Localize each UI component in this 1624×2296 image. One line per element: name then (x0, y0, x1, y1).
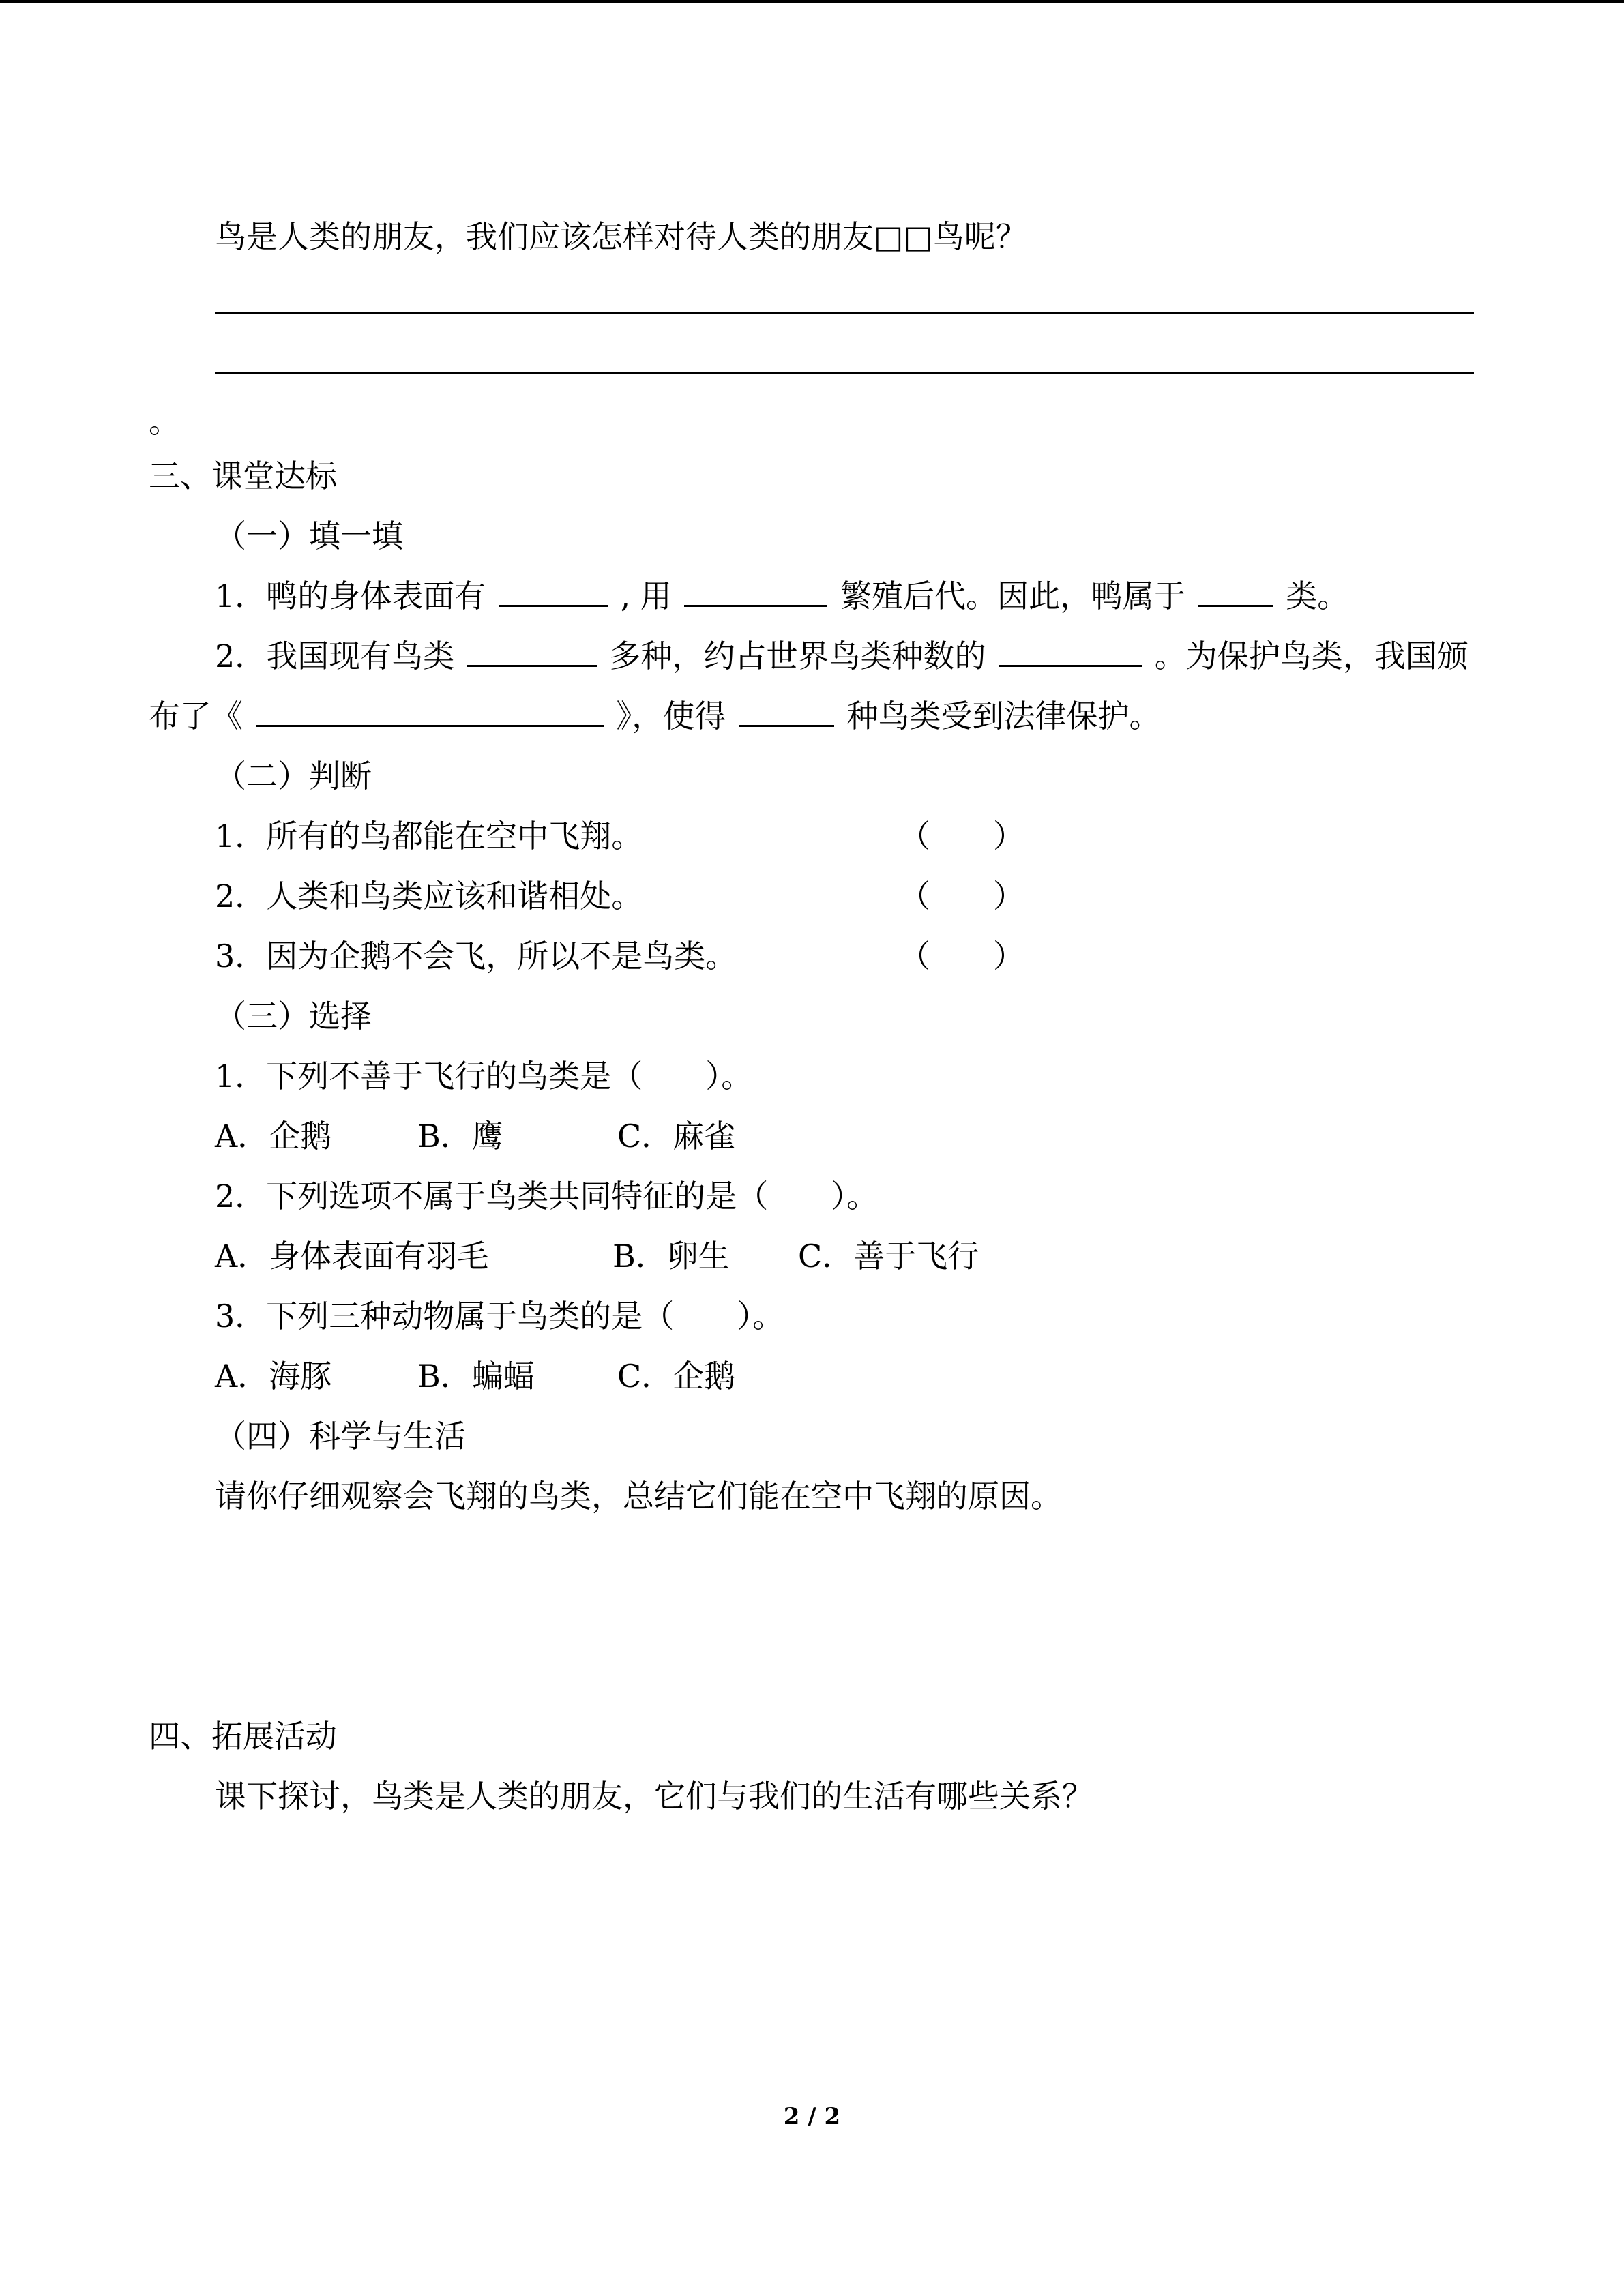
fill-q2-part-c: 。为保护鸟类，我国颁 (1154, 638, 1468, 674)
fill-q2-part-e: 》，使得 (616, 698, 726, 734)
choice-option: A．企鹅 (215, 1118, 332, 1154)
life-prompt: 请你仔细观察会飞翔的鸟类，总结它们能在空中飞翔的原因。 (215, 1478, 1062, 1515)
page-number: 2 / 2 (783, 2103, 841, 2130)
fill-q1-part-b: , 用 (620, 578, 672, 614)
fill-q2-part-a: 2．我国现有鸟类 (215, 638, 455, 674)
choice-option: C．善于飞行 (798, 1238, 979, 1274)
judge-item-text: 1．所有的鸟都能在空中飞翔。 (215, 818, 643, 854)
choice-option: B．卵生 (612, 1238, 730, 1274)
choice-option: B．蝙蝠 (417, 1358, 535, 1395)
fill-blank-7 (739, 696, 834, 727)
choice-question-3: 3．下列三种动物属于鸟类的是（ ）。 (215, 1298, 784, 1335)
fill-question-1 (215, 576, 1348, 616)
choice-option: A．海豚 (215, 1358, 332, 1395)
fill-blank-5 (999, 636, 1142, 667)
fill-blank-3 (1198, 576, 1273, 607)
answer-line-1 (215, 312, 1474, 314)
trailing-mark: 。 (149, 403, 180, 440)
fill-question-2-continued (149, 696, 1161, 736)
section3-heading: 三、课堂达标 (149, 458, 337, 494)
life-heading: （四）科学与生活 (215, 1418, 466, 1455)
intro-question: 鸟是人类的朋友，我们应该怎样对待人类的朋友□□鸟呢？ (215, 218, 1027, 255)
judge-answer-paren: （ ） (899, 938, 1024, 974)
section4-prompt: 课下探讨，鸟类是人类的朋友，它们与我们的生活有哪些关系？ (215, 1778, 1093, 1815)
judge-item-text: 3．因为企鹅不会飞，所以不是鸟类。 (215, 938, 737, 974)
choice-heading: （三）选择 (215, 998, 372, 1034)
choice-options-1 (215, 1116, 735, 1157)
fill-question-2 (215, 636, 1468, 676)
fill-q1-part-d: 类。 (1286, 578, 1349, 614)
fill-q2-part-d: 布了《 (149, 698, 243, 734)
choice-options-2 (215, 1236, 979, 1277)
fill-q1-part-c: 繁殖后代。因此，鸭属于 (840, 578, 1186, 614)
choice-question-2: 2．下列选项不属于鸟类共同特征的是（ ）。 (215, 1178, 879, 1214)
fill-q2-part-f: 种鸟类受到法律保护。 (846, 698, 1161, 734)
judge-heading: （二）判断 (215, 758, 372, 794)
fill-heading: （一）填一填 (215, 518, 403, 554)
fill-blank-2 (684, 576, 827, 607)
choice-option: A．身体表面有羽毛 (215, 1238, 489, 1274)
choice-options-3 (215, 1356, 735, 1397)
section4-heading: 四、拓展活动 (149, 1718, 337, 1755)
judge-item (215, 816, 643, 856)
judge-item-text: 2．人类和鸟类应该和谐相处。 (215, 878, 643, 914)
choice-option: C．企鹅 (617, 1358, 736, 1395)
fill-q2-part-b: 多种，约占世界鸟类种数的 (609, 638, 986, 674)
fill-blank-6 (256, 696, 604, 727)
fill-blank-4 (467, 636, 597, 667)
fill-q1-part-a: 1．鸭的身体表面有 (215, 578, 486, 614)
fill-blank-1 (499, 576, 608, 607)
choice-option: B．鹰 (417, 1118, 503, 1154)
choice-option: C．麻雀 (617, 1118, 736, 1154)
judge-answer-paren: （ ） (899, 878, 1024, 914)
judge-item (215, 876, 643, 916)
judge-item (215, 936, 737, 976)
judge-answer-paren: （ ） (899, 818, 1024, 854)
choice-question-1: 1．下列不善于飞行的鸟类是（ ）。 (215, 1058, 753, 1094)
top-border (0, 0, 1624, 3)
answer-line-2 (215, 372, 1474, 374)
